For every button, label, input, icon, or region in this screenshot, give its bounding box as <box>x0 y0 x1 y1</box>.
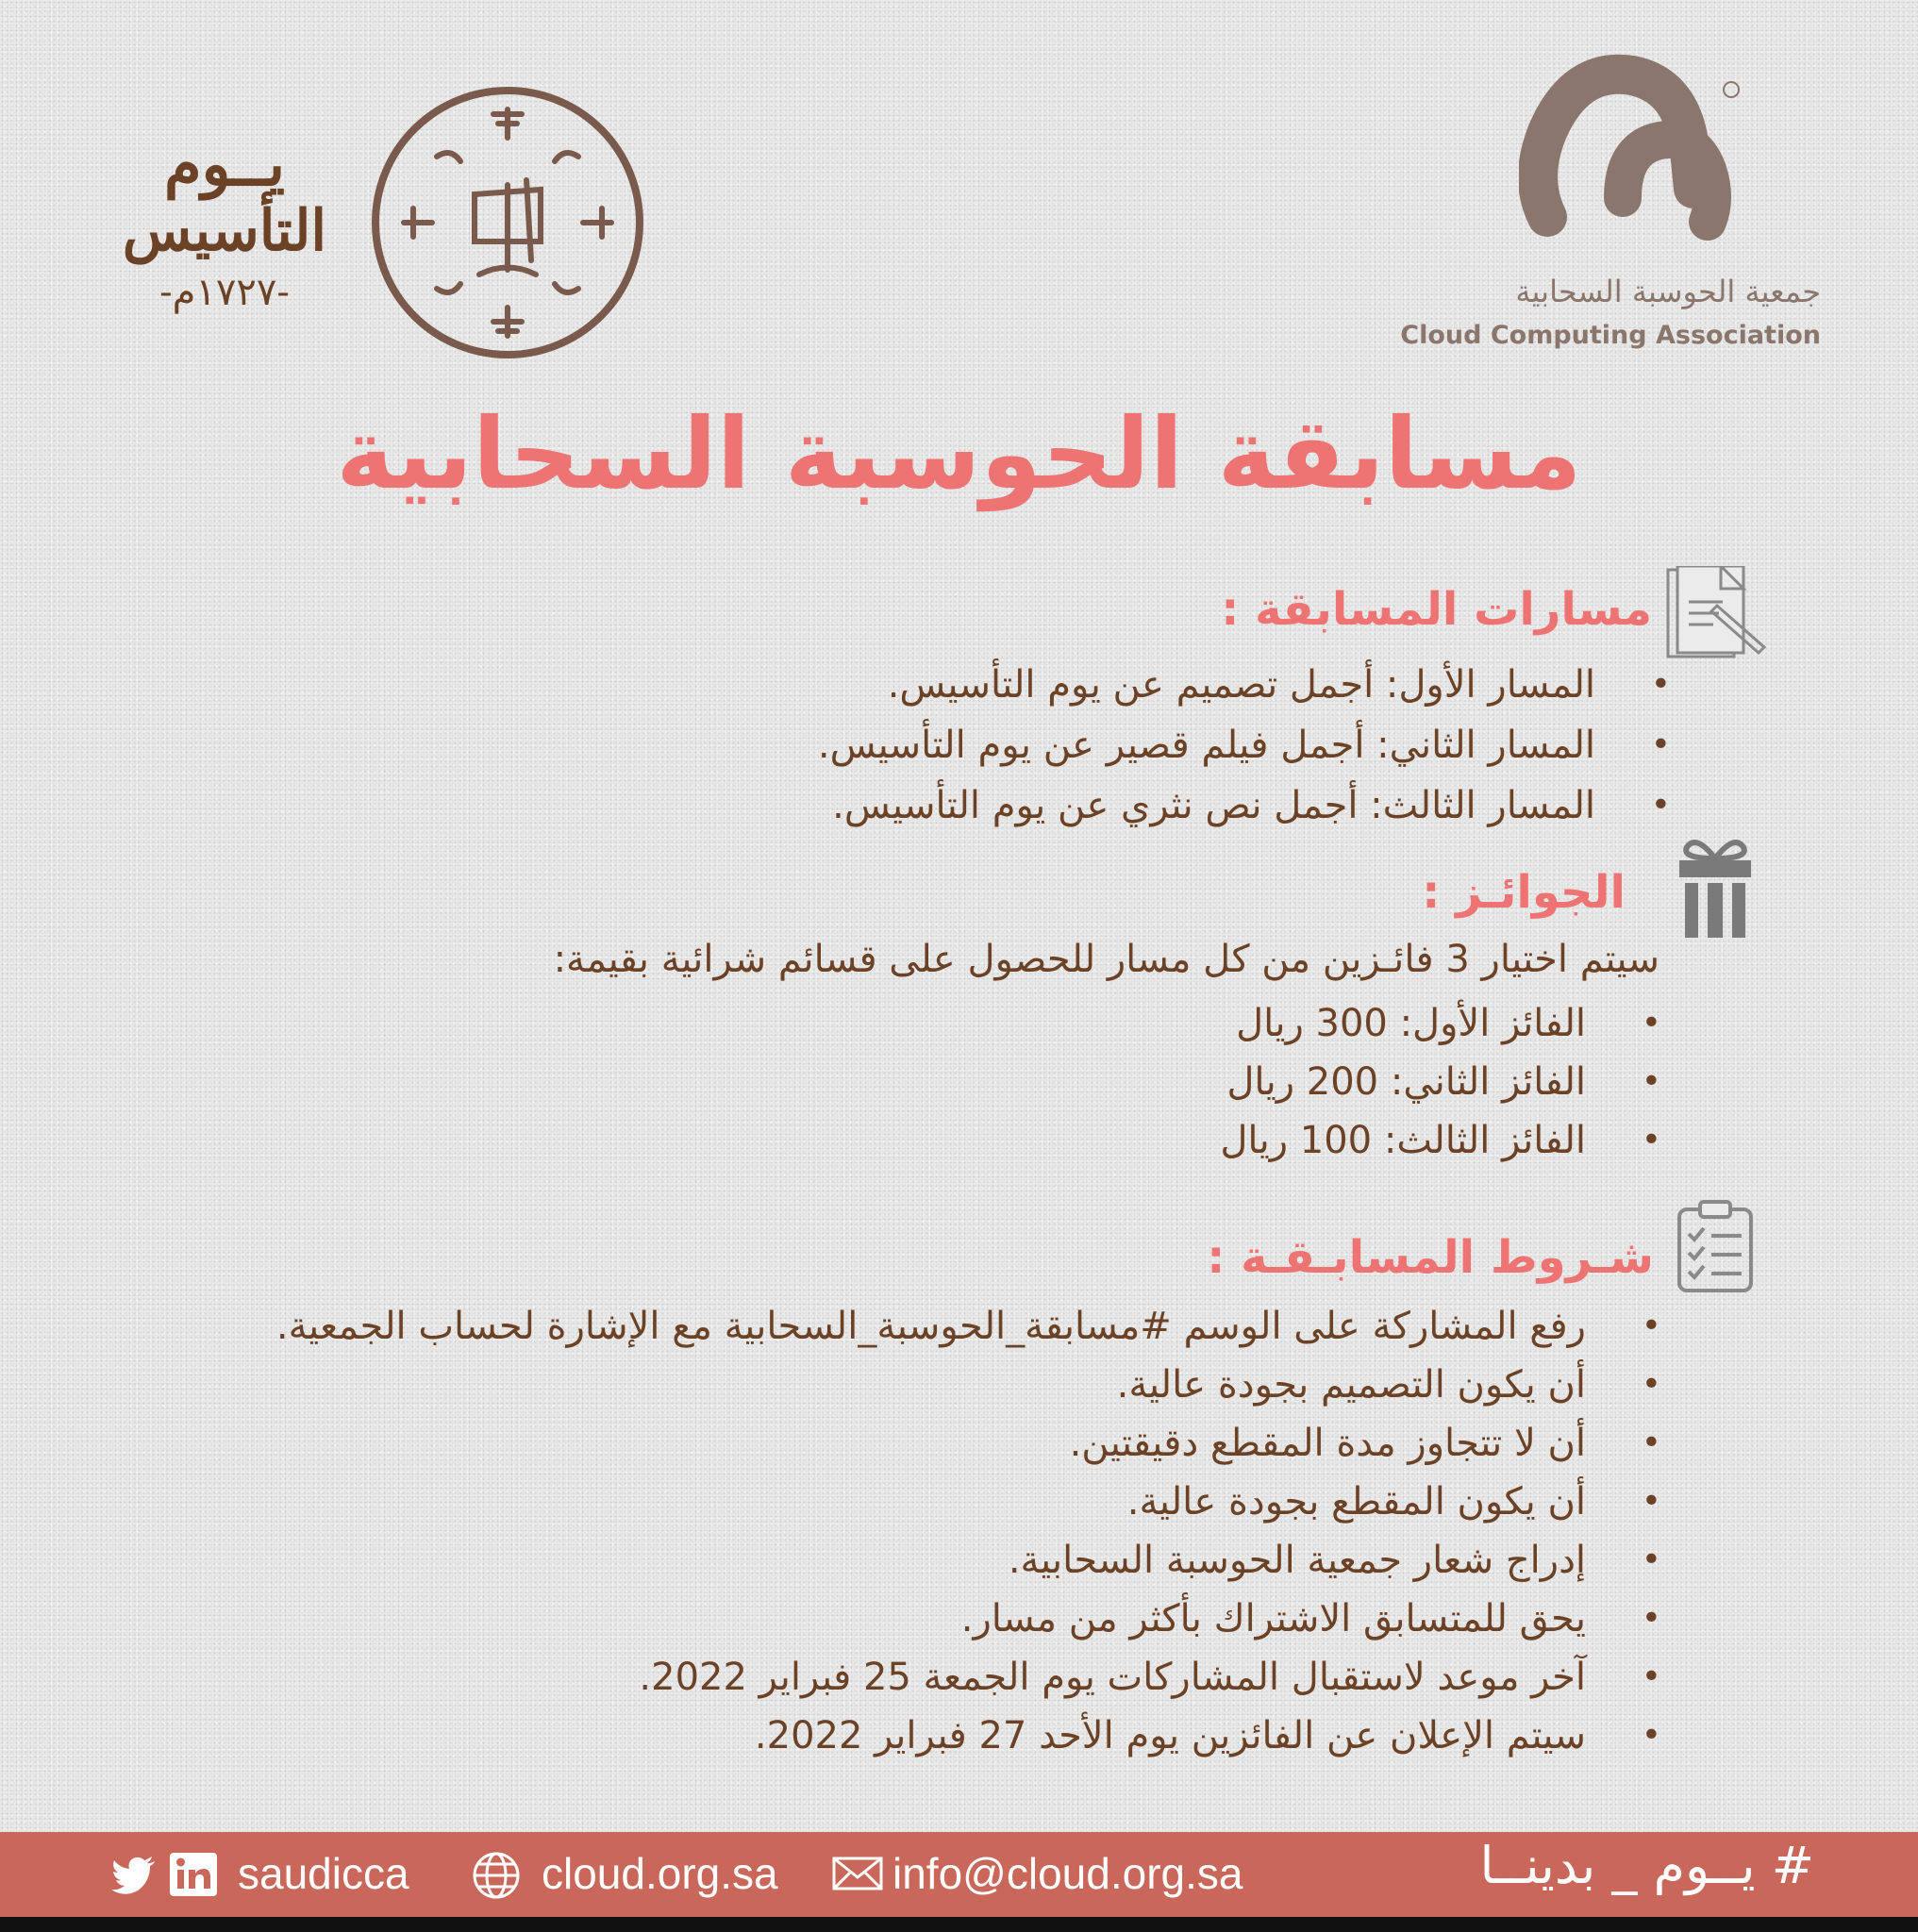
email-link[interactable]: info@cloud.org.sa <box>892 1849 1243 1898</box>
founding-day-line2: التأسيس <box>122 198 327 264</box>
prizes-list <box>1220 994 1661 1170</box>
twitter-icon[interactable] <box>111 1857 157 1894</box>
page-title: مسابقة الحوسبة السحابية <box>336 396 1582 511</box>
list-item: • رفع المشاركة على الوسم #مسابقة_الحوسبة_السحابية مع الإشارة لحساب الجمعية. <box>276 1297 1661 1356</box>
tracks-list <box>818 655 1671 836</box>
list-item: • آخر موعد لاستقبال المشاركات يوم الجمعة 25 فبراير 2022. <box>276 1648 1661 1707</box>
list-item: • المسار الثالث: أجمل نص نثري عن يوم التأسيس. <box>818 775 1671 836</box>
prizes-intro: سيتم اختيار 3 فائـزين من كل مسار للحصول على قسائم شرائية بقيمة: <box>553 938 1659 981</box>
list-item: • الفائز الثاني: 200 ريال <box>1220 1053 1661 1111</box>
linkedin-icon[interactable] <box>170 1853 217 1896</box>
social-handle-link[interactable]: saudicca <box>238 1849 409 1898</box>
conditions-list <box>276 1297 1661 1765</box>
prizes-heading: الجوائـز : <box>1422 866 1626 919</box>
tracks-heading: مسارات المسابقة : <box>1221 583 1652 636</box>
founding-day-wordmark <box>102 129 347 340</box>
list-item: • أن لا تتجاوز مدة المقطع دقيقتين. <box>276 1414 1661 1473</box>
gift-icon <box>1677 834 1753 940</box>
conditions-heading: شـروط المسابـقـة : <box>1207 1231 1654 1284</box>
list-item: • المسار الأول: أجمل تصميم عن يوم التأسيس. <box>818 655 1671 715</box>
list-item: • يحق للمتسابق الاشتراك بأكثر من مسار. <box>276 1590 1661 1648</box>
founding-day-seal-icon <box>366 81 649 364</box>
mail-icon[interactable] <box>832 1857 883 1890</box>
checklist-icon <box>1676 1198 1755 1294</box>
list-item: • الفائز الأول: 300 ريال <box>1220 994 1661 1053</box>
logo-name-arabic: جمعية الحوسبة السحابية <box>1515 274 1821 309</box>
list-item: • أن يكون المقطع بجودة عالية. <box>276 1473 1661 1531</box>
list-item: • الفائز الثالث: 100 ريال <box>1220 1111 1661 1170</box>
cca-logo-mark-icon <box>1519 38 1755 245</box>
hashtag-text: # يــوم _ بدينــا <box>1479 1836 1814 1895</box>
website-link[interactable]: cloud.org.sa <box>542 1849 778 1898</box>
founding-day-year: -١٧٢٧م- <box>159 271 290 314</box>
document-pencil-icon <box>1664 566 1768 664</box>
founding-day-line1: يــوم <box>164 129 285 200</box>
list-item: • سيتم الإعلان عن الفائزين يوم الأحد 27 فبراير 2022. <box>276 1707 1661 1765</box>
list-item: • المسار الثاني: أجمل فيلم قصير عن يوم التأسيس. <box>818 715 1671 775</box>
logo-name-english: Cloud Computing Association <box>1400 321 1821 350</box>
association-logo <box>1400 38 1830 350</box>
list-item: • إدراج شعار جمعية الحوسبة السحابية. <box>276 1531 1661 1590</box>
footer-bar <box>0 1832 1918 1917</box>
footer-divider <box>0 1917 1918 1932</box>
globe-icon[interactable] <box>472 1851 521 1900</box>
list-item: • أن يكون التصميم بجودة عالية. <box>276 1356 1661 1414</box>
